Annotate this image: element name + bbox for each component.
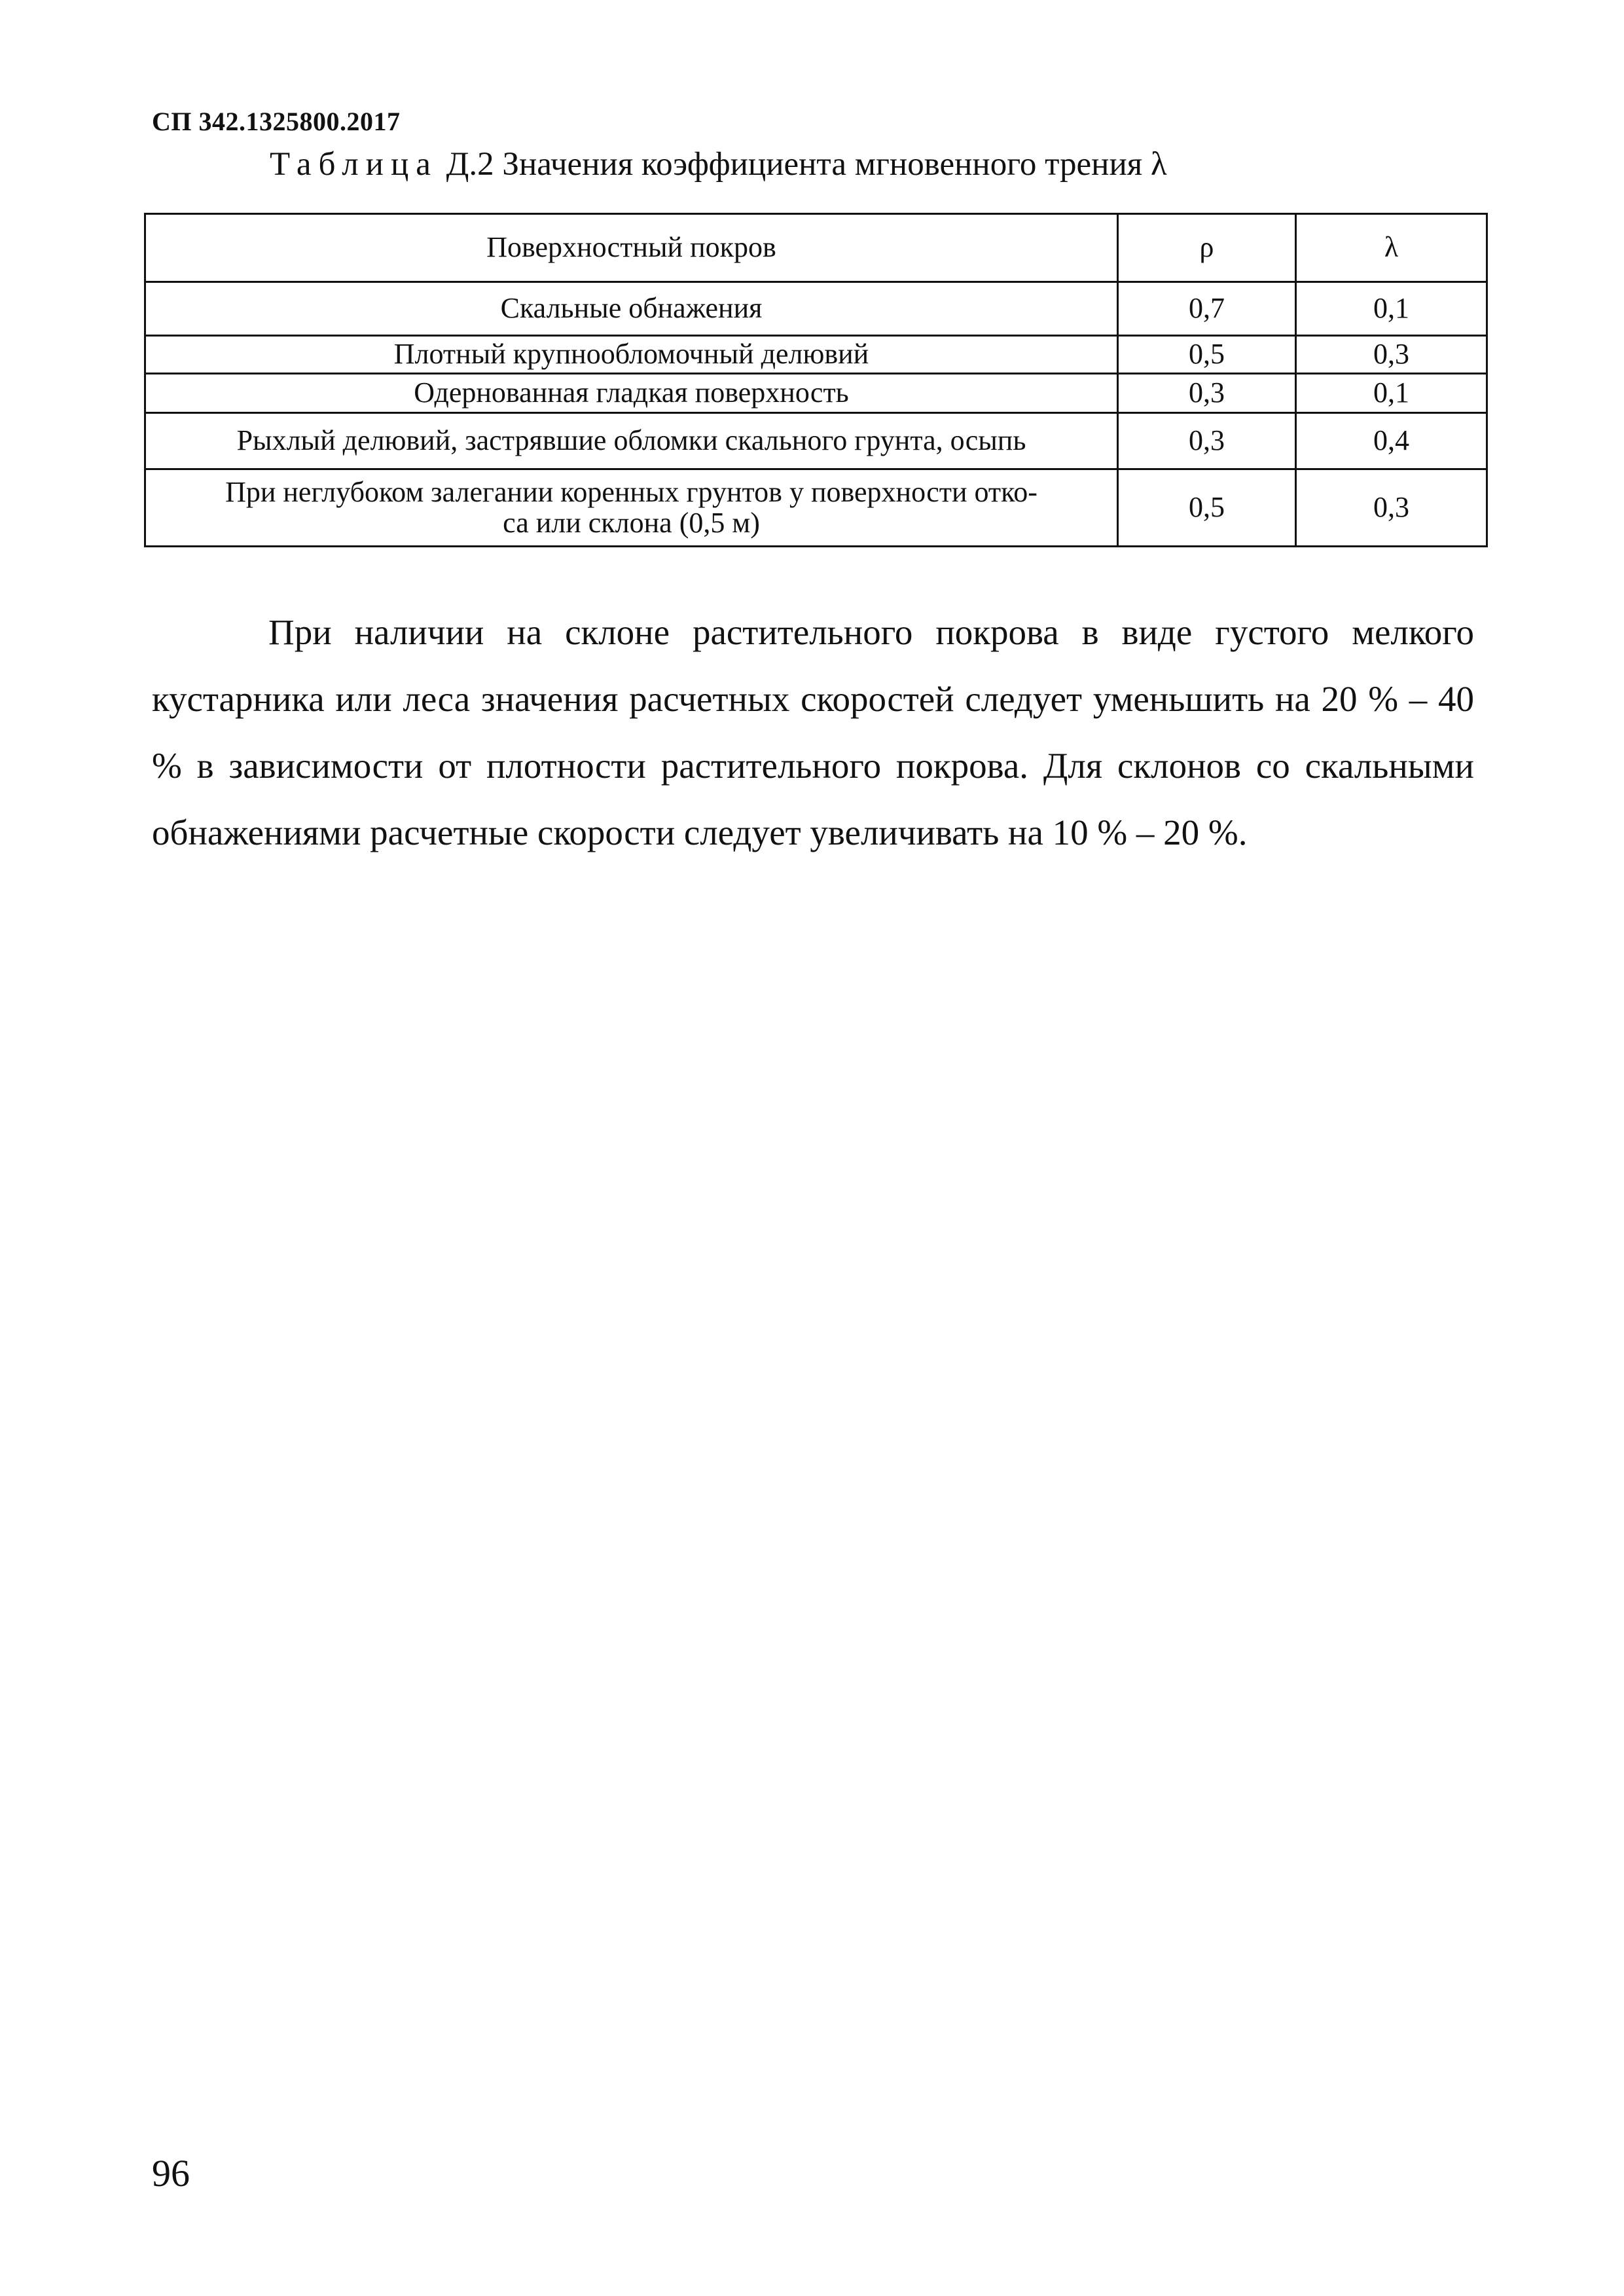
cell-rho: 0,3 <box>1118 413 1296 469</box>
cell-cover: Скальные обнажения <box>145 282 1118 336</box>
cell-rho: 0,5 <box>1118 336 1296 374</box>
coefficient-table <box>144 213 1488 547</box>
table-row <box>145 374 1487 413</box>
cell-rho: 0,3 <box>1118 374 1296 413</box>
document-code: СП 342.1325800.2017 <box>152 107 401 136</box>
cell-cover <box>145 469 1118 547</box>
cell-cover-line-1: При неглубоком залегании коренных грунтов у поверхности отко- <box>225 476 1038 509</box>
table-caption-text: Д.2 Значения коэффициента мгновенного трения λ <box>437 146 1167 183</box>
header-rho: ρ <box>1118 214 1296 282</box>
cell-cover: Одернованная гладкая поверхность <box>145 374 1118 413</box>
header-cover: Поверхностный покров <box>145 214 1118 282</box>
table-caption-label: Таблица <box>270 146 438 183</box>
cell-lambda: 0,3 <box>1296 336 1487 374</box>
cell-rho: 0,5 <box>1118 469 1296 547</box>
body-paragraph: При наличии на склоне растительного покрова в виде густого мелкого кустарника или леса значения расчетных скоростей следует уменьшить на 20 % – 40 % в зависимости от плотности растительного покрова. Для склонов со скальными обнажениями расчетные скорости следует увеличивать на 10 % – 20 %. <box>152 612 1474 852</box>
cell-lambda: 0,4 <box>1296 413 1487 469</box>
cell-rho: 0,7 <box>1118 282 1296 336</box>
table-row <box>145 413 1487 469</box>
table-row <box>145 469 1487 547</box>
header-lambda: λ <box>1296 214 1487 282</box>
table-row <box>145 282 1487 336</box>
cell-lambda: 0,3 <box>1296 469 1487 547</box>
cell-cover: Рыхлый делювий, застрявшие обломки скального грунта, осыпь <box>145 413 1118 469</box>
table-caption <box>270 145 1167 183</box>
cell-cover: Плотный крупнообломочный делювий <box>145 336 1118 374</box>
page-number: 96 <box>152 2152 190 2195</box>
cell-lambda: 0,1 <box>1296 374 1487 413</box>
cell-lambda: 0,1 <box>1296 282 1487 336</box>
table-header-row <box>145 214 1487 282</box>
cell-cover-line-2: са или склона (0,5 м) <box>503 506 760 539</box>
table-row <box>145 336 1487 374</box>
